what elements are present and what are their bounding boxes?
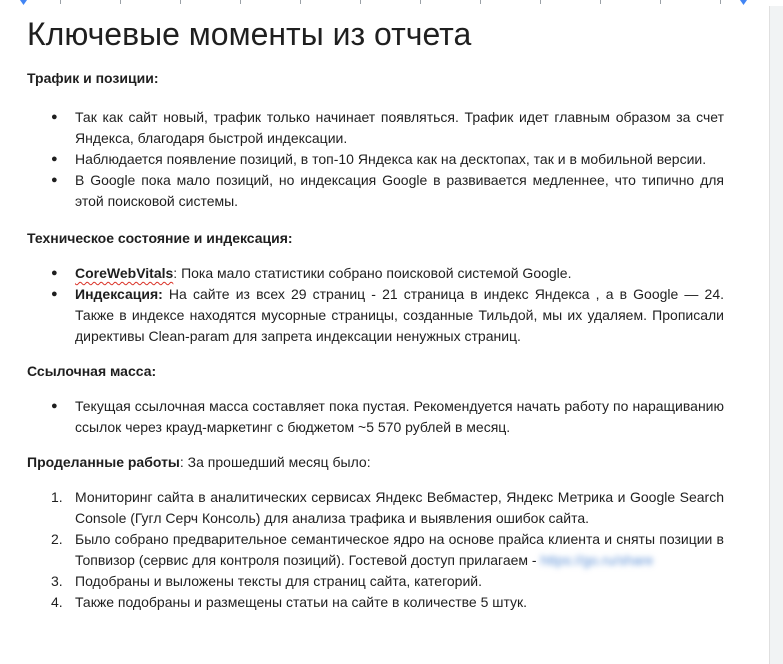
item-number: 1. <box>51 489 63 505</box>
item-number: 4. <box>51 594 63 610</box>
list-item-text: На сайте из всех 29 страниц - 21 страница в индекс Яндекса , а в Google — 24. Также в индексе находятся мусорные страницы, созданные Тильдой, мы их удаляем. Прописали директивы Clean-param для запрета индексации ненужных страниц. <box>75 286 724 344</box>
document-body[interactable] <box>27 14 724 613</box>
list-item: ● Текущая ссылочная масса составляет пока пустая. Рекомендуется начать работу по наращиванию ссылок через крауд-маркетинг с бюджетом ~5 570 рублей в месяц. <box>27 396 724 438</box>
list-item-text: : Пока мало статистики собрано поисковой системой Google. <box>173 265 572 281</box>
ruler-tick <box>420 0 421 4</box>
ruler-tick <box>240 0 241 4</box>
numbered-item <box>27 487 724 529</box>
guest-access-link[interactable]: https://go.ru/share <box>540 552 654 568</box>
tech-list <box>27 263 724 347</box>
ruler-tick <box>300 0 301 4</box>
list-item: ● Наблюдается появление позиций, в топ-10 Яндекса как на десктопах, так и в мобильной версии. <box>27 149 724 170</box>
numbered-item <box>27 592 724 613</box>
list-item: ● Так как сайт новый, трафик только начинает появляться. Трафик идет главным образом за счет Яндекса, благодаря быстрой индексации. <box>27 107 724 149</box>
item-text: Подобраны и выложены тексты для страниц сайта, категорий. <box>75 573 482 589</box>
item-number: 3. <box>51 573 63 589</box>
heading-links: Ссылочная масса: <box>27 363 157 379</box>
ruler-tick <box>180 0 181 4</box>
item-number: 2. <box>51 531 63 547</box>
numbered-item <box>27 571 724 592</box>
vertical-scrollbar[interactable] <box>769 6 783 664</box>
list-item <box>27 284 724 347</box>
heading-work-bold: Проделанные работы <box>27 454 180 470</box>
right-indent-marker[interactable] <box>740 0 747 5</box>
ruler-tick <box>360 0 361 4</box>
traffic-list <box>27 107 724 212</box>
ruler-tick <box>540 0 541 4</box>
work-list <box>27 487 724 613</box>
ruler-tick <box>720 0 721 4</box>
ruler-tick <box>660 0 661 4</box>
heading-work <box>27 452 724 473</box>
document-page[interactable] <box>0 6 770 664</box>
list-item <box>27 263 724 284</box>
document-title: Ключевые моменты из отчета <box>27 16 472 52</box>
list-item: ● В Google пока мало позиций, но индексация Google в развивается медленнее, что типично для этой поисковой системы. <box>27 170 724 212</box>
item-text: Также подобраны и размещены статьи на сайте в количестве 5 штук. <box>75 594 528 610</box>
left-indent-marker[interactable] <box>20 0 27 5</box>
numbered-item <box>27 529 724 571</box>
heading-work-rest: : За прошедший месяц было: <box>179 454 371 470</box>
item-text: Мониторинг сайта в аналитических сервисах Яндекс Вебмастер, Яндекс Метрика и Google Search Console (Гугл Серч Консоль) для анализа трафика и выявления ошибок сайта. <box>75 489 724 526</box>
item-text: Было собрано предварительное семантическое ядро на основе прайса клиента и сняты позиции в Топвизор (сервис для контроля позиций). Гостевой доступ прилагаем - <box>75 531 724 568</box>
heading-tech: Техническое состояние и индексация: <box>27 230 293 246</box>
term-corewebvitals[interactable]: CoreWebVitals <box>75 265 174 281</box>
term-indexation: Индексация: <box>75 286 163 302</box>
ruler-tick <box>120 0 121 4</box>
heading-traffic: Трафик и позиции: <box>27 70 159 86</box>
ruler-tick <box>60 0 61 4</box>
ruler-tick <box>600 0 601 4</box>
links-list <box>27 396 724 438</box>
ruler-tick <box>480 0 481 4</box>
